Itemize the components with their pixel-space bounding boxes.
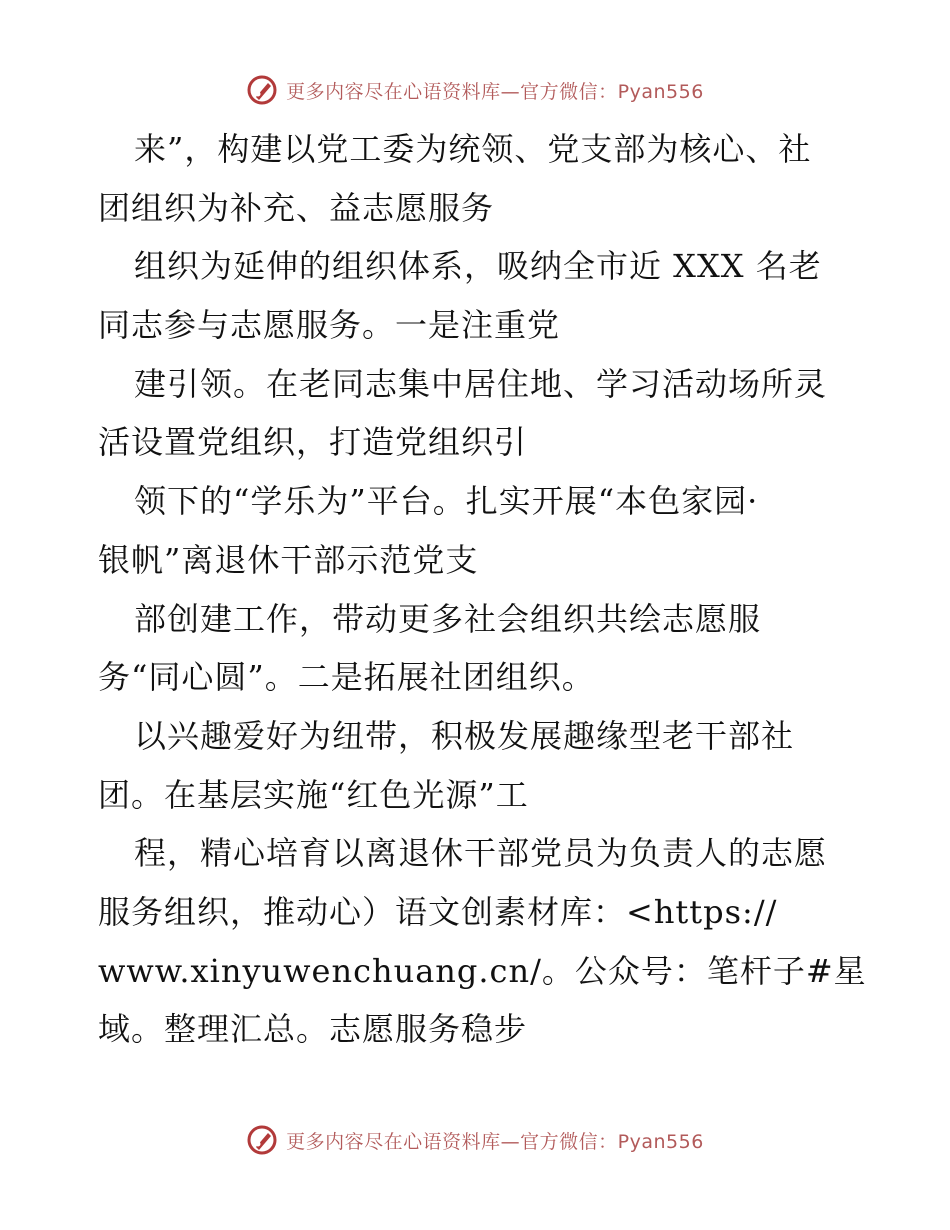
text-line: 领下的“学乐为”平台。扎实开展“本色家园· (134, 482, 759, 521)
watermark-text: 更多内容尽在心语资料库—官方微信：Pyan556 (286, 80, 704, 103)
footer-watermark (0, 1120, 950, 1160)
text-line: 以兴趣爱好为纽带，积极发展趣缘型老干部社 (134, 716, 795, 755)
text-line: 建引领。在老同志集中居住地、学习活动场所灵 (134, 364, 828, 403)
text-line: 团。在基层实施“红色光源”工 (98, 775, 529, 814)
watermark-text: 更多内容尽在心语资料库—官方微信：Pyan556 (286, 1130, 704, 1153)
text-line: 务“同心圆”。二是拓展社团组织。 (98, 658, 595, 697)
text-line: 程，精心培育以离退休干部党员为负责人的志愿 (134, 834, 828, 873)
text-line: 同志参与志愿服务。一是注重党 (98, 306, 561, 345)
text-line: 团组织为补充、益志愿服务 (98, 188, 495, 227)
text-line: 组织为延伸的组织体系，吸纳全市近 XXX 名老 (134, 247, 822, 286)
document-body (98, 120, 868, 1059)
text-line: 域。整理汇总。志愿服务稳步 (98, 1010, 528, 1049)
header-watermark (0, 70, 950, 110)
text-line: 活设置党组织，打造党组织引 (98, 423, 528, 462)
text-line: 来”，构建以党工委为统领、党支部为核心、社 (134, 130, 812, 168)
pen-seal-logo-icon (246, 1124, 278, 1156)
text-line: www.xinyuwenchuang.cn/。公众号：笔杆子#星 (98, 951, 867, 990)
text-line: 银帆”离退休干部示范党支 (98, 540, 479, 579)
text-line: 部创建工作，带动更多社会组织共绘志愿服 (134, 599, 762, 638)
text-line: 服务组织，推动心）语文创素材库：<https:// (98, 892, 778, 931)
pen-seal-logo-icon (246, 74, 278, 106)
